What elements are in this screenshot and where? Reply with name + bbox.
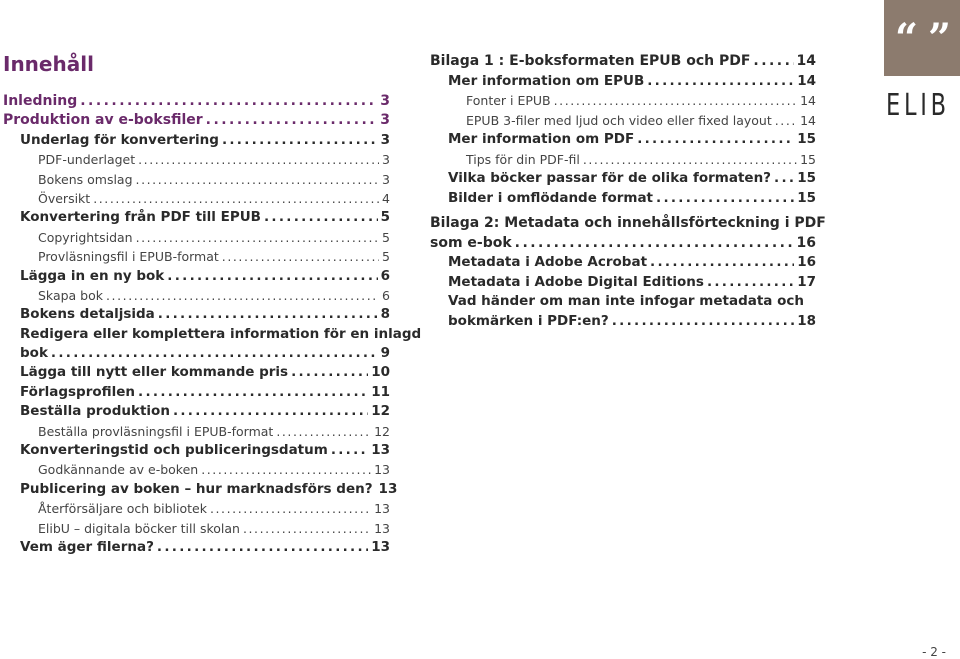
- toc-entry[interactable]: [0, 305, 390, 324]
- toc-entry[interactable]: [0, 519, 390, 538]
- toc-entry-label: Redigera eller komplettera information för en inlagd: [20, 325, 422, 342]
- toc-leader-dots: [554, 91, 797, 111]
- toc-entry-page: 11: [371, 383, 390, 400]
- toc-entry-label: Skapa bok: [38, 287, 104, 303]
- toc-entry[interactable]: [0, 538, 390, 557]
- toc-entry[interactable]: [428, 189, 816, 209]
- toc-leader-dots: [650, 253, 794, 273]
- toc-entry-label: Bokens detaljsida: [20, 306, 155, 323]
- toc-leader-dots: [80, 92, 377, 111]
- toc-entry-label: ElibU – digitala böcker till skolan: [38, 520, 240, 536]
- toc-entry-label: Vem äger filerna?: [20, 538, 154, 555]
- toc-left-column: [0, 92, 422, 557]
- toc-leader-dots: [167, 267, 377, 286]
- toc-entry-page: 3: [382, 152, 390, 168]
- toc-entry[interactable]: [428, 52, 816, 72]
- toc-entry[interactable]: [428, 150, 816, 170]
- toc-entry-label: Konverteringstid och publiceringsdatum: [20, 442, 328, 459]
- toc-leader-dots: [707, 273, 794, 293]
- toc-entry[interactable]: [428, 253, 816, 273]
- toc-entry-page: 13: [378, 480, 398, 497]
- toc-entry-label: Lägga till nytt eller kommande pris: [20, 364, 289, 381]
- toc-entry-label: Lägga in en ny bok: [20, 267, 165, 284]
- toc-entry-page: 15: [800, 151, 816, 167]
- toc-leader-dots: [264, 208, 378, 227]
- toc-entry-label: Förlagsprofilen: [20, 383, 136, 400]
- toc-entry-label: Metadata i Adobe Acrobat: [448, 254, 648, 270]
- toc-leader-dots: [515, 234, 794, 254]
- toc-entry[interactable]: [428, 111, 816, 131]
- toc-leader-dots: [138, 383, 368, 402]
- toc-entry-page: 16: [797, 254, 816, 270]
- toc-leader-dots: [612, 312, 794, 332]
- toc-entry-label: Godkännande av e-boken: [38, 462, 199, 478]
- toc-entry-label: Vad händer om man inte infogar metadata och: [448, 293, 804, 309]
- toc-leader-dots: [753, 52, 793, 72]
- page-number: - 2 -: [922, 645, 946, 659]
- elib-logo-text: ELIB: [886, 88, 950, 123]
- toc-entry[interactable]: [428, 214, 826, 234]
- toc-leader-dots: [775, 111, 797, 131]
- toc-entry[interactable]: [0, 363, 390, 382]
- toc-entry-label: Copyrightsidan: [38, 229, 133, 245]
- toc-entry-label: Produktion av e-boksfiler: [3, 112, 203, 129]
- toc-entry-page: 18: [797, 312, 816, 329]
- toc-entry[interactable]: [0, 131, 390, 150]
- toc-entry-page: 5: [382, 229, 390, 245]
- toc-entry[interactable]: [428, 169, 816, 189]
- toc-entry-page: 3: [382, 171, 390, 187]
- toc-entry-page: 3: [380, 93, 390, 109]
- toc-entry[interactable]: [428, 91, 816, 111]
- toc-entry-page: 5: [380, 209, 390, 226]
- toc-entry-page: 6: [382, 287, 390, 303]
- toc-entry-label: Konvertering från PDF till EPUB: [20, 209, 261, 226]
- toc-entry[interactable]: [0, 383, 390, 402]
- toc-entry[interactable]: [0, 286, 390, 305]
- toc-leader-dots: [93, 189, 379, 208]
- toc-entry[interactable]: [428, 72, 816, 92]
- toc-entry[interactable]: [428, 273, 816, 293]
- toc-leader-dots: [637, 130, 794, 150]
- toc-entry-page: 9: [380, 345, 390, 362]
- toc-entry[interactable]: [0, 92, 390, 111]
- toc-entry[interactable]: [428, 234, 816, 254]
- toc-entry-page: 13: [374, 462, 390, 478]
- toc-entry[interactable]: [0, 228, 390, 247]
- toc-entry-label: Inledning: [3, 93, 78, 109]
- toc-leader-dots: [158, 305, 378, 324]
- toc-entry[interactable]: [0, 189, 390, 208]
- toc-entry[interactable]: [0, 422, 390, 441]
- toc-entry-page: 13: [371, 538, 390, 555]
- toc-entry[interactable]: [0, 402, 390, 421]
- toc-entry-label: Metadata i Adobe Digital Editions: [448, 273, 704, 290]
- toc-entry[interactable]: [0, 111, 390, 130]
- toc-entry-label: Beställa produktion: [20, 403, 170, 420]
- toc-entry-label: Mer information om EPUB: [448, 72, 645, 89]
- toc-entry-page: 3: [380, 112, 390, 129]
- toc-leader-dots: [210, 499, 371, 518]
- toc-entry-page: 14: [800, 112, 816, 128]
- toc-entry-label: bok: [20, 345, 48, 362]
- toc-entry-page: 16: [796, 234, 816, 251]
- toc-entry-page: 14: [797, 72, 816, 89]
- toc-entry-page: 15: [797, 131, 816, 147]
- toc-leader-dots: [201, 460, 371, 479]
- toc-entry-page: 12: [374, 423, 390, 439]
- toc-entry[interactable]: [0, 480, 398, 499]
- toc-leader-dots: [157, 538, 368, 557]
- toc-entry-page: 4: [382, 190, 390, 206]
- toc-entry-page: 14: [796, 53, 816, 69]
- toc-entry[interactable]: [0, 267, 390, 286]
- toc-entry-page: 15: [797, 189, 816, 206]
- toc-entry-label: EPUB 3-filer med ljud och video eller fixed layout: [466, 112, 772, 128]
- toc-leader-dots: [106, 286, 379, 305]
- toc-leader-dots: [136, 228, 379, 247]
- toc-entry[interactable]: [0, 325, 422, 344]
- toc-entry-label: Publicering av boken – hur marknadsförs den?: [20, 480, 373, 497]
- toc-entry[interactable]: [428, 292, 816, 312]
- toc-entry[interactable]: [0, 208, 390, 227]
- toc-leader-dots: [173, 402, 368, 421]
- toc-entry-label: Beställa provläsningsfil i EPUB-format: [38, 423, 274, 439]
- toc-right-column: [428, 52, 826, 331]
- toc-entry-label: Bilaga 2: Metadata och innehållsförteckning i PDF: [430, 215, 826, 231]
- toc-entry-label: Underlag för konvertering: [20, 131, 219, 148]
- toc-entry[interactable]: [0, 247, 390, 266]
- toc-entry[interactable]: [0, 150, 390, 169]
- toc-leader-dots: [647, 72, 794, 92]
- page-title: Innehåll: [3, 52, 94, 76]
- toc-entry-page: 10: [371, 364, 390, 381]
- toc-leader-dots: [138, 150, 379, 169]
- toc-entry-page: 8: [380, 306, 390, 323]
- toc-leader-dots: [222, 131, 378, 150]
- toc-entry-page: 5: [382, 249, 390, 265]
- toc-entry-label: Bokens omslag: [38, 171, 133, 187]
- toc-entry[interactable]: [0, 499, 390, 518]
- toc-leader-dots: [222, 247, 379, 266]
- toc-entry-page: 12: [371, 403, 390, 420]
- toc-entry-page: 17: [797, 273, 816, 290]
- toc-leader-dots: [276, 422, 371, 441]
- toc-entry-page: 13: [374, 501, 390, 517]
- toc-leader-dots: [136, 170, 380, 189]
- toc-entry-label: Provläsningsfil i EPUB-format: [38, 249, 219, 265]
- toc-entry[interactable]: [0, 344, 390, 363]
- toc-entry-label: Bilaga 1 : E-boksformaten EPUB och PDF: [430, 53, 751, 69]
- toc-leader-dots: [656, 189, 794, 209]
- toc-entry-page: 6: [380, 267, 390, 284]
- toc-entry-label: Mer information om PDF: [448, 131, 635, 147]
- toc-leader-dots: [243, 519, 371, 538]
- toc-entry[interactable]: [428, 130, 816, 150]
- toc-leader-dots: [583, 150, 797, 170]
- toc-leader-dots: [774, 169, 794, 189]
- toc-leader-dots: [331, 441, 368, 460]
- toc-entry-page: 13: [371, 442, 390, 459]
- toc-entry-label: Vilka böcker passar för de olika formaten?: [448, 170, 772, 186]
- toc-entry-label: Bilder i omflödande format: [448, 189, 654, 206]
- toc-entry-label: PDF-underlaget: [38, 152, 136, 168]
- toc-entry-label: Tips för din PDF-fil: [466, 151, 580, 167]
- toc-entry-label: Fonter i EPUB: [466, 93, 551, 108]
- toc-entry-label: som e-bok: [430, 234, 512, 251]
- toc-entry-page: 13: [374, 520, 390, 536]
- toc-entry[interactable]: [0, 441, 390, 460]
- toc-entry[interactable]: [428, 312, 816, 332]
- toc-entry-label: bokmärken i PDF:en?: [448, 312, 609, 329]
- elib-quote-logo: “ ”: [884, 0, 960, 76]
- toc-leader-dots: [51, 344, 378, 363]
- toc-entry-page: 3: [380, 131, 390, 148]
- toc-leader-dots: [206, 111, 378, 130]
- toc-entry[interactable]: [0, 460, 390, 479]
- toc-entry[interactable]: [0, 170, 390, 189]
- toc-entry-page: 14: [800, 93, 816, 108]
- toc-entry-page: 15: [797, 170, 816, 186]
- toc-leader-dots: [291, 363, 368, 382]
- toc-entry-label: Återförsäljare och bibliotek: [38, 501, 207, 517]
- toc-entry-label: Översikt: [38, 190, 91, 206]
